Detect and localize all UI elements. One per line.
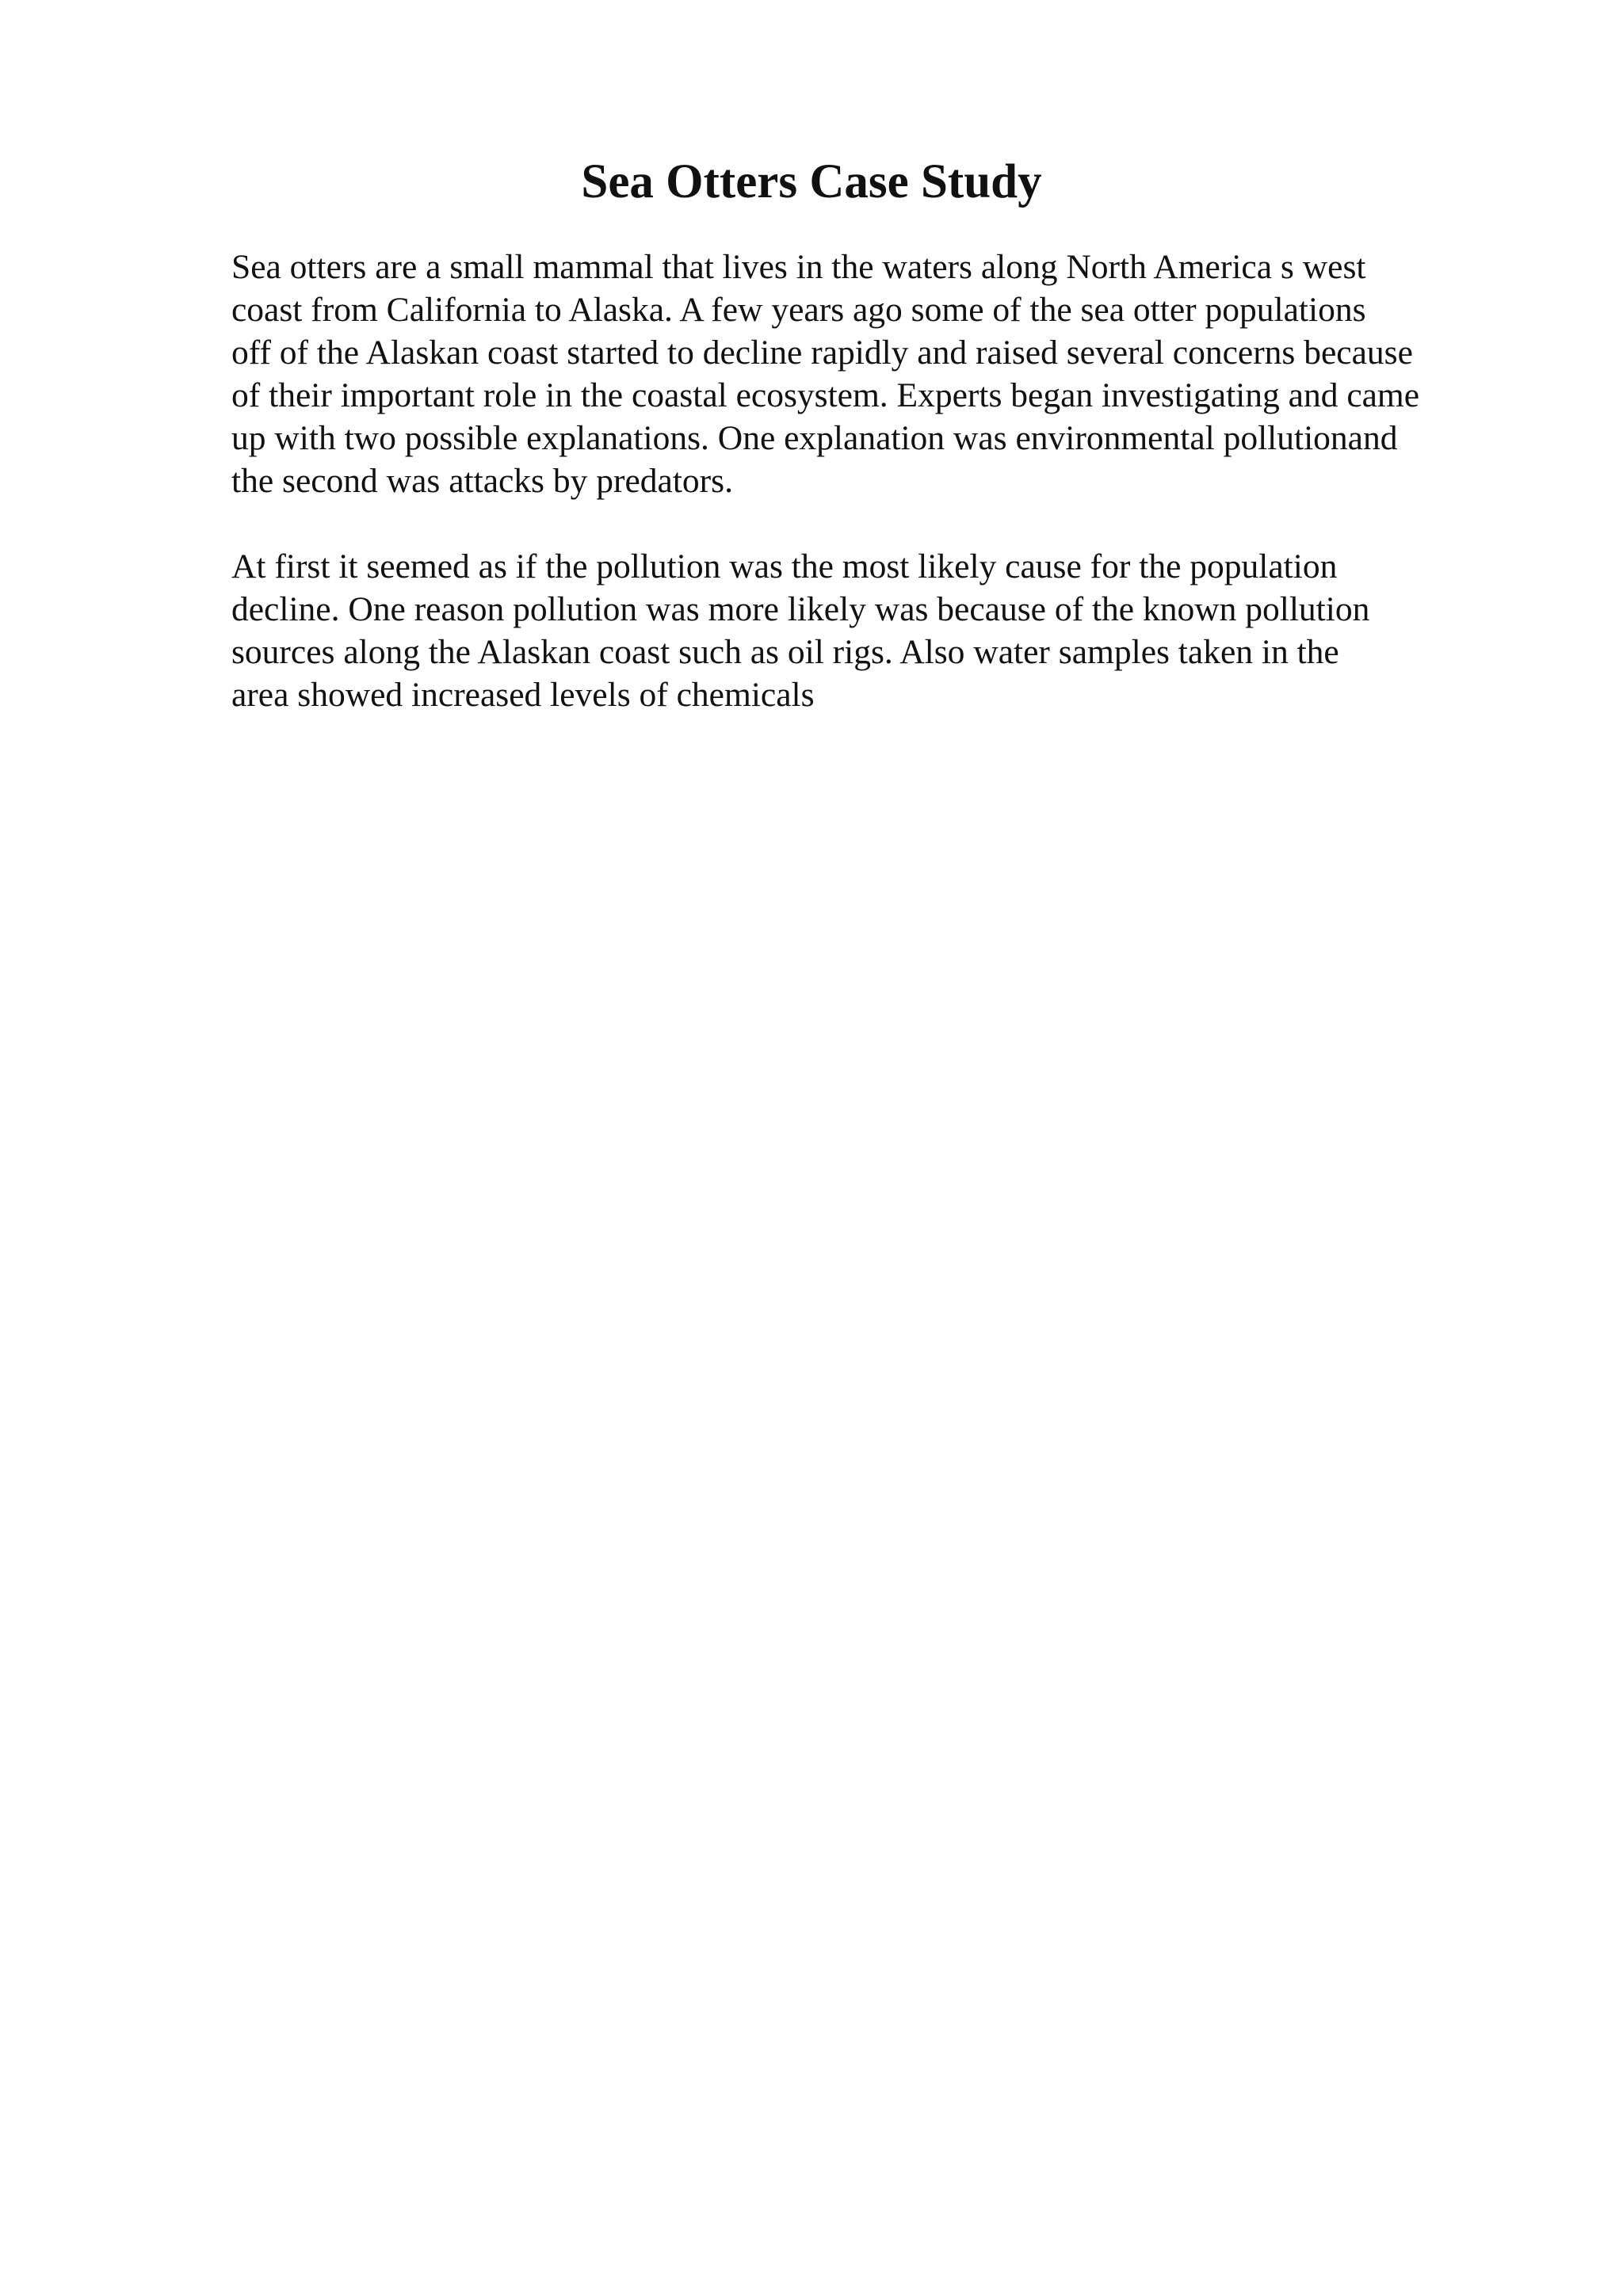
paragraph-line: coast from California to Alaska. A few years ago some of the sea otter populations — [231, 291, 1366, 329]
document-body — [231, 246, 1531, 716]
paragraph-line: area showed increased levels of chemicals — [231, 676, 815, 714]
paragraph-line: sources along the Alaskan coast such as oil rigs. Also water samples taken in the — [231, 633, 1339, 671]
paragraph-1 — [231, 246, 1531, 502]
paragraph-line: At first it seemed as if the pollution was the most likely cause for the population — [231, 547, 1338, 585]
paragraph-line: off of the Alaskan coast started to decline rapidly and raised several concerns because — [231, 334, 1413, 372]
paragraph-line: of their important role in the coastal ecosystem. Experts began investigating and came — [231, 376, 1420, 414]
document-title: Sea Otters Case Study — [581, 155, 1042, 208]
paragraph-line: Sea otters are a small mammal that lives in the waters along North America s west — [231, 248, 1366, 286]
paragraph-line: the second was attacks by predators. — [231, 462, 733, 500]
paragraph-line: up with two possible explanations. One explanation was environmental pollutionand — [231, 419, 1398, 457]
paragraph-line: decline. One reason pollution was more likely was because of the known pollution — [231, 590, 1370, 628]
paragraph-2 — [231, 545, 1531, 716]
